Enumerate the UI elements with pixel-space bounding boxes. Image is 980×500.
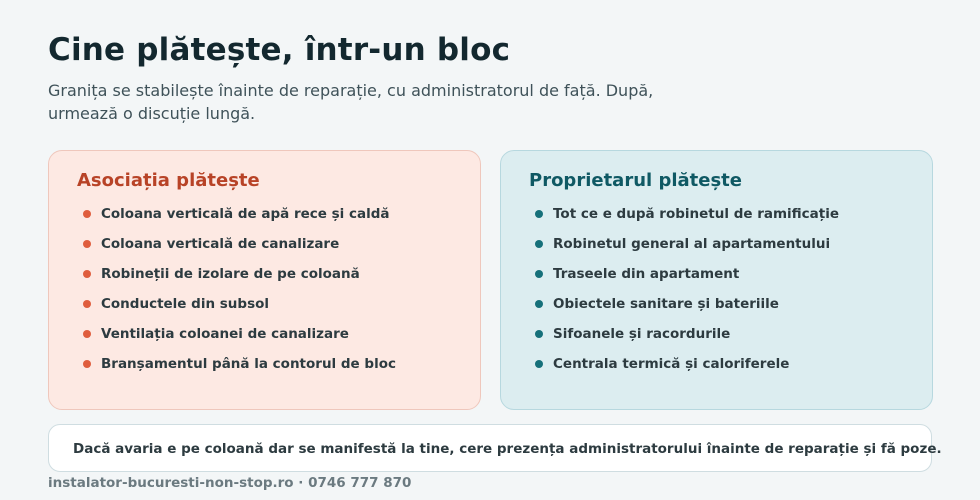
list-item bbox=[529, 295, 904, 325]
owner-card bbox=[500, 150, 933, 410]
bullet-dot-icon bbox=[535, 240, 543, 248]
association-list bbox=[77, 205, 452, 385]
bullet-dot-icon bbox=[83, 360, 91, 368]
list-item-label: Traseele din apartament bbox=[553, 266, 740, 282]
bullet-dot-icon bbox=[535, 300, 543, 308]
bullet-dot-icon bbox=[535, 360, 543, 368]
list-item bbox=[77, 325, 452, 355]
list-item bbox=[77, 265, 452, 295]
bullet-dot-icon bbox=[83, 240, 91, 248]
list-item-label: Sifoanele și racordurile bbox=[553, 326, 731, 342]
list-item bbox=[77, 295, 452, 325]
owner-list bbox=[529, 205, 904, 385]
list-item bbox=[529, 265, 904, 295]
list-item-label: Coloana verticală de canalizare bbox=[101, 236, 340, 252]
list-item-label: Ventilația coloanei de canalizare bbox=[101, 326, 349, 342]
list-item-label: Branșamentul până la contorul de bloc bbox=[101, 356, 396, 372]
list-item bbox=[529, 355, 904, 385]
bullet-dot-icon bbox=[83, 300, 91, 308]
owner-card-title: Proprietarul plătește bbox=[529, 170, 742, 191]
list-item-label: Conductele din subsol bbox=[101, 296, 270, 312]
page-subtitle: Granița se stabilește înainte de reparație, cu administratorul de față. După, urmează o discuție lungă. bbox=[48, 81, 654, 123]
bullet-dot-icon bbox=[535, 330, 543, 338]
list-item bbox=[529, 205, 904, 235]
list-item-label: Tot ce e după robinetul de ramificație bbox=[553, 206, 840, 222]
association-card bbox=[48, 150, 481, 410]
list-item-label: Robinetul general al apartamentului bbox=[553, 236, 831, 252]
list-item-label: Robineții de izolare de pe coloană bbox=[101, 266, 360, 282]
bullet-dot-icon bbox=[83, 270, 91, 278]
association-card-title: Asociația plătește bbox=[77, 170, 260, 191]
list-item-label: Coloana verticală de apă rece și caldă bbox=[101, 206, 390, 222]
bullet-dot-icon bbox=[535, 210, 543, 218]
list-item bbox=[77, 205, 452, 235]
list-item bbox=[77, 235, 452, 265]
bullet-dot-icon bbox=[83, 210, 91, 218]
list-item bbox=[77, 355, 452, 385]
page-title: Cine plătește, într-un bloc bbox=[48, 32, 511, 68]
list-item-label: Obiectele sanitare și bateriile bbox=[553, 296, 779, 312]
list-item-label: Centrala termică și caloriferele bbox=[553, 356, 790, 372]
bullet-dot-icon bbox=[535, 270, 543, 278]
tip-note: Dacă avaria e pe coloană dar se manifestă la tine, cere prezența administratorului înainte de reparație și fă poze. bbox=[48, 424, 932, 472]
list-item bbox=[529, 325, 904, 355]
bullet-dot-icon bbox=[83, 330, 91, 338]
list-item bbox=[529, 235, 904, 265]
footer-contact: instalator-bucuresti-non-stop.ro · 0746 777 870 bbox=[48, 475, 412, 491]
